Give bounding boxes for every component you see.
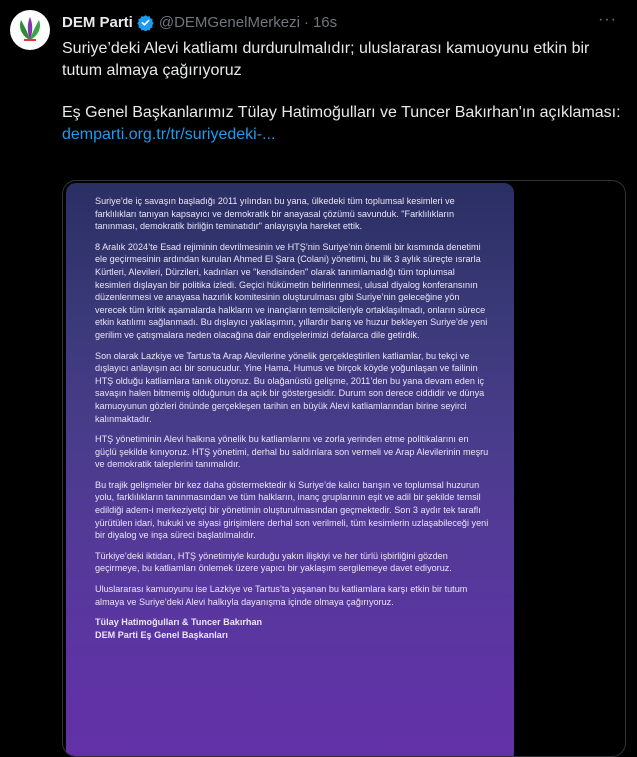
statement-paragraph: HTŞ yönetiminin Alevi halkına yönelik bu katliamlarını ve zorla yerinden etme politikalarını en güçlü şekilde kınıyoruz. HTŞ yönetimi, derhal bu saldırılara son vermeli ve Arap Alevilerinin meşru ve demokratik taleplerini tanımalıdır.	[95, 434, 489, 470]
statement-paragraph: 8 Aralık 2024’te Esad rejiminin devrilmesinin ve HTŞ’nin Suriye’nin önemli bir kısmında denetimi ele geçirmesinin ardından kurulan Ahmed El Şara (Colani) yönetimi, bu ilk 3 aylık süreçte ısrarla Kürtleri, Alevileri, Dürzileri, kadınları ve "kendisinden" olarak tanımlamadığı tüm toplumsal kesimleri dışlayan bir politika izledi. Geçici hükümetin belirlenmesi, ulusal diyalog konferansının düzenlenmesi ve anayasa hazırlık komitesinin oluşturulması gibi Suriye’nin geleceğine yön verecek tüm kritik aşamalarda halkların ve inançların temsilcileriyle ortaklaşılmadı, onların sürece etkin katılımı sağlanmadı. Bu dışlayıcı yaklaşımın, yıllardır barış ve huzur bekleyen Suriye’de yeni gerilim ve çatışmalara neden olacağına dair endişelerimizi defalarca dile getirdik.	[95, 241, 488, 340]
statement-image	[66, 183, 514, 757]
statement-paragraph: Son olarak Lazkiye ve Tartus’ta Arap Alevilerine yönelik gerçekleştirilen katliamlar, bu tekçi ve dışlayıcı anlayışın acı bir sonucudur. Yine Hama, Humus ve birçok köyde yoğunlaşan ve failinin HTŞ olduğu katliamlara tanık oluyoruz. Bu olağanüstü gelişme, 2011’den bu yana devam eden iç savaşın halen bitmemiş olduğunun da açık bir göstergesidir. Durum son derece ciddidir ve dünya kamuoyunun gözleri önünde gerçekleşen tarihin en büyük Alevi katliamlarından birine seyirci kalınmaktadır.	[95, 350, 485, 424]
tweet-header	[62, 11, 617, 33]
tweet-text	[62, 38, 632, 146]
signature-title: DEM Parti Eş Genel Başkanları	[95, 629, 228, 640]
statement-paragraph: Bu trajik gelişmeler bir kez daha göstermektedir ki Suriye’de kalıcı barışın ve toplumsal huzurun yolu, farklılıkların tanınmasından ve tüm halkların, inanç gruplarının eşit ve adil bir şekilde temsil edildiği adem-i merkeziyetçi bir yönetimin oluşturulmasından geçmektedir. Son 3 aydır tek taraflı yürütülen idari, hukuki ve siyasi girişimlere derhal son verilmeli, tüm kesimlerin uzlaşabileceği yeni bir diyalog ve inşa süreci başlatılmalıdır.	[95, 479, 489, 541]
tweet-text-line2: Eş Genel Başkanlarımız Tülay Hatimoğulları ve Tuncer Bakırhan'ın açıklaması:	[62, 104, 621, 121]
tweet-link[interactable]: demparti.org.tr/tr/suriyedeki-...	[62, 126, 276, 143]
statement-paragraph: Uluslararası kamuoyunu ise Lazkiye ve Tartus’ta yaşanan bu katliamlara karşı etkin bir tutum almaya ve Suriye’deki Alevi halkıyla dayanışma içinde olmaya çağırıyoruz.	[95, 584, 468, 607]
tweet-timestamp[interactable]: 16s	[312, 13, 338, 31]
more-options-icon[interactable]: ···	[598, 11, 617, 28]
verified-badge-icon	[137, 14, 154, 31]
statement-paragraph: Suriye’de iç savaşın başladığı 2011 yılından bu yana, ülkedeki tüm toplumsal kesimleri ve farklılıkları tanıyan kapsayıcı ve demokratik bir anayasal çözümü savunduk. "Farklılıkların tanınması, demokratik birliğin teminatıdır" anlayışıyla hareket ettik.	[95, 196, 455, 232]
dem-parti-logo-icon[interactable]	[10, 10, 50, 50]
statement-paragraph: Türkiye’deki iktidarı, HTŞ yönetimiyle kurduğu yakın ilişkiyi ve her türlü işbirliğini gözden geçirmeye, bu katliamları önlemek üzere yapıcı bir yaklaşım sergilemeye davet ediyoruz.	[95, 550, 452, 574]
tweet-text-line1: Suriye’deki Alevi katliamı durdurulmalıdır; uluslararası kamuoyunu etkin bir tutum almaya çağırıyoruz	[62, 40, 590, 79]
signature-names: Tülay Hatimoğulları & Tuncer Bakırhan	[95, 617, 263, 628]
separator-dot: ·	[303, 13, 309, 31]
author-handle[interactable]: @DEMGenelMerkezi	[158, 13, 300, 31]
tweet-media[interactable]	[62, 180, 626, 757]
author-name[interactable]: DEM Parti	[62, 13, 133, 31]
